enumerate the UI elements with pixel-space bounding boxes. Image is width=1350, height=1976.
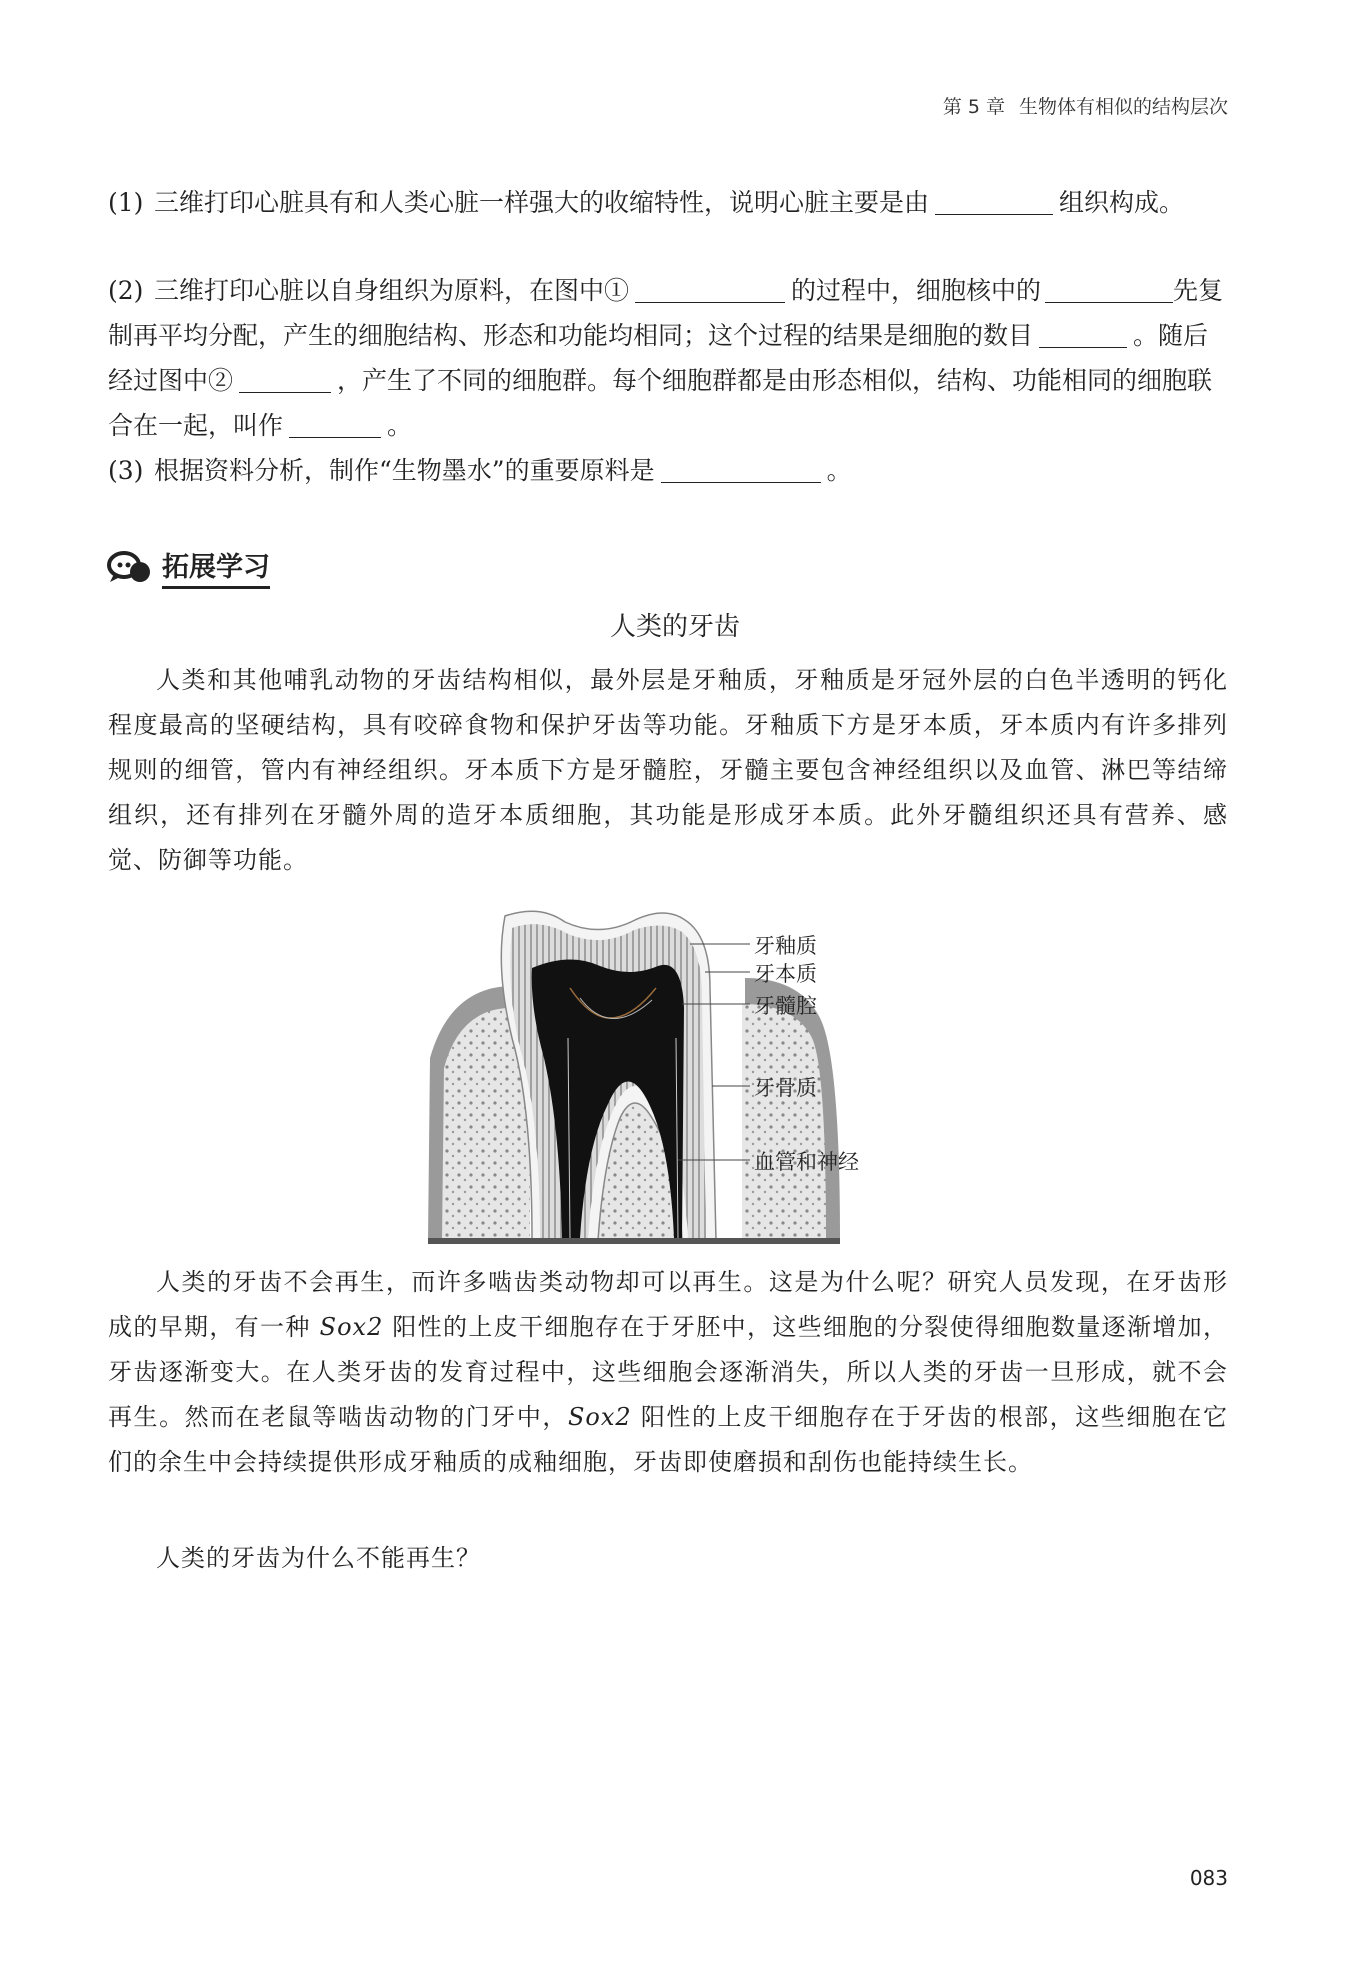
page-number: 083 — [1189, 1866, 1228, 1890]
answer-blank[interactable] — [1039, 319, 1127, 348]
question-text: 。随后经过图中② — [108, 321, 1209, 395]
chapter-number: 第 5 章 — [942, 96, 1005, 118]
question-1 — [108, 180, 1228, 225]
gene-name: Sox2 — [567, 1403, 632, 1431]
question-number: (1) — [108, 188, 144, 217]
tooth-cross-section — [420, 908, 920, 1248]
question-text: 先复制再平均分配，产生的细胞结构、形态和功能均相同；这个过程的结果是细胞的数目 — [108, 276, 1224, 350]
question-text: ，产生了不同的细胞群。每个细胞群都是由形态相似，结构、功能相同的细胞联合在一起，叫作 — [108, 366, 1213, 440]
question-text: 根据资料分析，制作“生物墨水”的重要原料是 — [154, 456, 655, 485]
speech-bubbles-icon — [106, 550, 152, 584]
article-title: 人类的牙齿 — [609, 612, 740, 642]
question-2 — [108, 268, 1228, 448]
question-text: 。 — [826, 456, 852, 485]
section-header — [106, 545, 270, 589]
answer-blank[interactable] — [635, 274, 785, 303]
article-question: 人类的牙齿为什么不能再生？ — [156, 1544, 481, 1572]
question-number: (3) — [108, 456, 144, 485]
label-vessels-nerves: 血管和神经 — [754, 1150, 859, 1174]
page-header — [943, 92, 1228, 119]
label-enamel: 牙釉质 — [754, 934, 817, 958]
label-pulp-cavity: 牙髓腔 — [754, 994, 817, 1018]
article-paragraph: 人类和其他哺乳动物的牙齿结构相似，最外层是牙釉质，牙釉质是牙冠外层的白色半透明的钙化程度最高的坚硬结构，具有咬碎食物和保护牙齿等功能。牙釉质下方是牙本质，牙本质内有许多排列规则的细管，管内有神经组织。牙本质下方是牙髓腔，牙髓主要包含神经组织以及血管、淋巴等结缔组织，还有排列在牙髓外周的造牙本质细胞，其功能是形成牙本质。此外牙髓组织还具有营养、感觉、防御等功能。 — [108, 666, 1228, 874]
gene-name: Sox2 — [319, 1313, 384, 1341]
question-number: (2) — [108, 276, 144, 305]
tooth-diagram — [420, 908, 920, 1248]
question-text: 。 — [387, 411, 413, 440]
chapter-title: 生物体有相似的结构层次 — [1018, 96, 1228, 118]
label-cementum: 牙骨质 — [754, 1076, 817, 1100]
section-title: 拓展学习 — [162, 545, 270, 589]
question-text: 三维打印心脏具有和人类心脏一样强大的收缩特性，说明心脏主要是由 — [154, 188, 930, 217]
article-paragraph: 人类的牙齿不会再生，而许多啮齿类动物却可以再生。这是为什么呢？研究人员发现，在牙齿形成的早期，有一种 Sox2 阳性的上皮干细胞存在于牙胚中，这些细胞的分裂使得细胞数量逐渐增加，牙齿逐渐变大。在人类牙齿的发育过程中，这些细胞会逐渐消失，所以人类的牙齿一旦形成，就不会再生。然而在老鼠等啮齿动物的门牙中，Sox2 阳性的上皮干细胞存在于牙齿的根部，这些细胞在它们的余生中会持续提供形成牙釉质的成釉细胞，牙齿即使磨损和刮伤也能持续生长。 — [108, 1268, 1228, 1476]
answer-blank[interactable] — [1045, 274, 1173, 303]
label-dentin: 牙本质 — [754, 962, 817, 986]
answer-blank[interactable] — [289, 409, 381, 438]
question-text: 三维打印心脏以自身组织为原料，在图中① — [154, 276, 630, 305]
answer-blank[interactable] — [239, 364, 331, 393]
question-3 — [108, 448, 1228, 493]
question-text: 组织构成。 — [1059, 188, 1185, 217]
question-text: 的过程中，细胞核中的 — [791, 276, 1042, 305]
answer-blank[interactable] — [661, 454, 821, 483]
answer-blank[interactable] — [935, 186, 1053, 215]
